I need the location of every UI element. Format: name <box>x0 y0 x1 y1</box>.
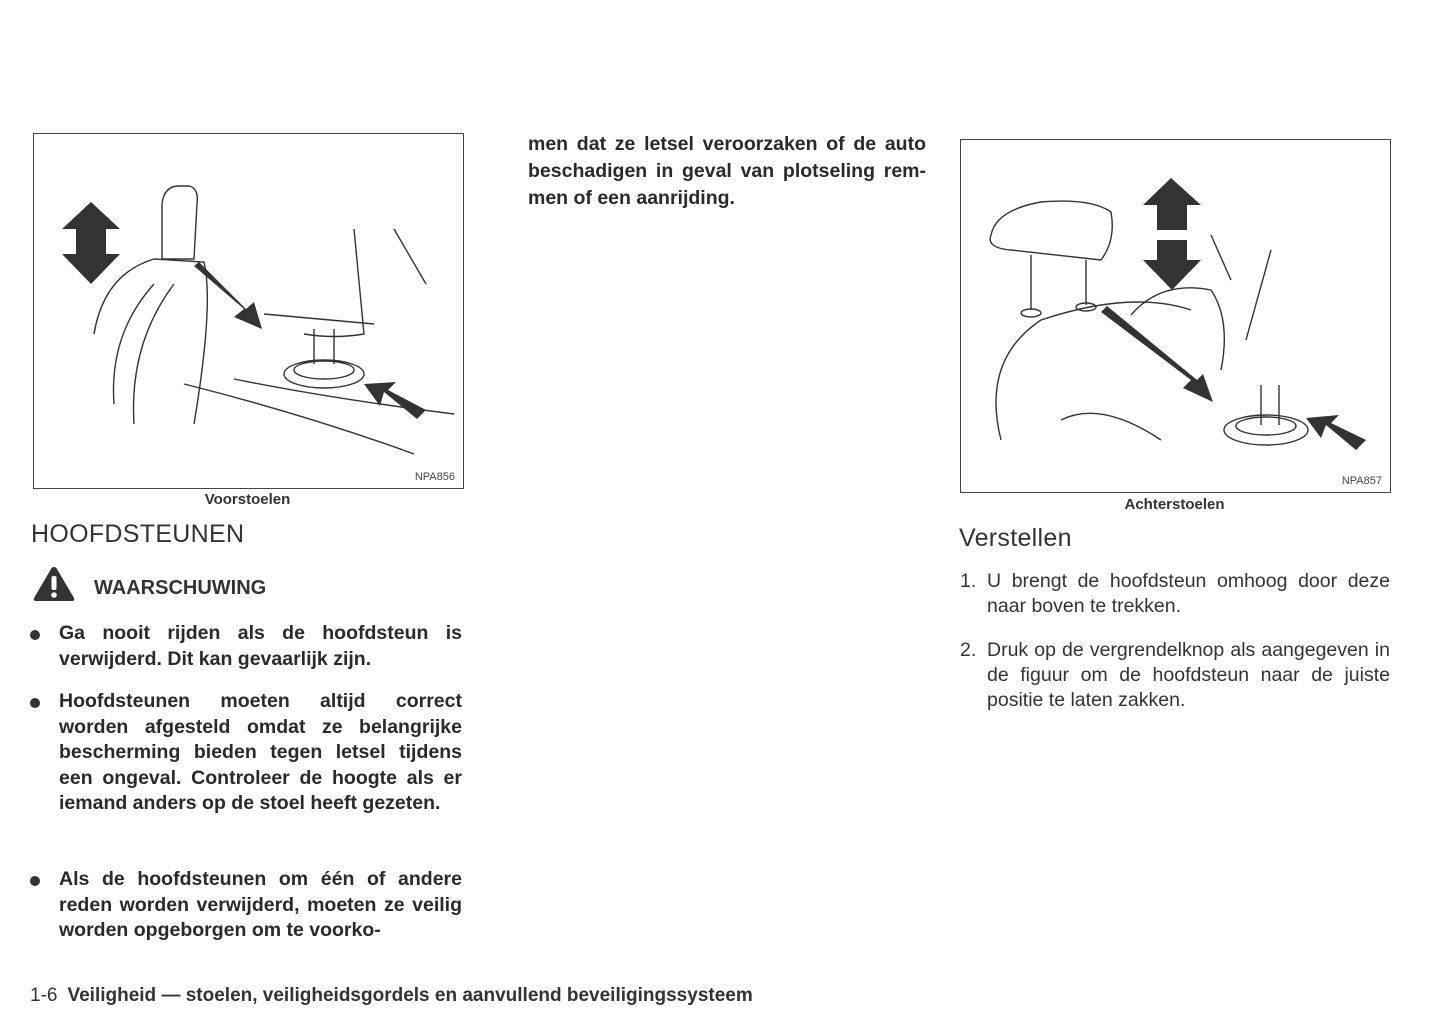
step-text: Druk op de vergrendelknop als aangegeven in de figuur om de hoofdsteun naar de juiste positie te laten zakken. <box>987 639 1390 711</box>
figure-rear-seat-headrest <box>960 139 1391 493</box>
figure-id: NPA857 <box>1341 475 1382 487</box>
warning-header <box>32 565 266 603</box>
step-item <box>960 569 1390 619</box>
page-number: 1-6 <box>30 985 58 1006</box>
step-number: 1. <box>960 570 977 592</box>
warning-bullet: Hoofdsteunen moeten altijd correct worden afgesteld omdat ze belangrijke bescherming bieden tegen letsel tijdens een ongeval. Controleer de hoogte als er iemand anders op de stoel heeft gezeten. <box>30 689 462 817</box>
warning-bullet-continuation: men dat ze letsel veroorzaken of de auto beschadigen in geval van plotseling remmen of een aanrijding. <box>528 133 926 209</box>
chapter-title: Veiligheid — stoelen, veiligheidsgordels en aanvullend beveiligingssysteem <box>67 985 753 1006</box>
bullet-icon <box>30 698 40 708</box>
warning-triangle-icon <box>32 565 76 603</box>
section-title: HOOFDSTEUNEN <box>31 520 245 548</box>
step-item <box>960 638 1390 713</box>
warning-bullet: Ga nooit rijden als de hoofdsteun is verwijderd. Dit kan gevaarlijk zijn. <box>30 621 462 672</box>
figure-caption: Voorstoelen <box>204 491 291 508</box>
bullet-icon <box>30 630 40 640</box>
step-text: U brengt de hoofdsteun omhoog door deze naar boven te trekken. <box>987 570 1390 617</box>
subsection-title: Verstellen <box>959 524 1072 552</box>
bullet-icon <box>30 876 40 886</box>
page-footer <box>30 985 753 1007</box>
figure-front-seat-headrest <box>33 133 464 489</box>
step-number: 2. <box>960 639 977 661</box>
warning-bullet: Als de hoofdsteunen om één of andere reden worden verwijderd, moeten ze veilig worden opgeborgen om te voorko- <box>30 867 462 944</box>
rear-seat-illustration <box>961 140 1390 492</box>
figure-id: NPA856 <box>414 471 455 483</box>
figure-caption: Achterstoelen <box>1124 496 1225 513</box>
warning-label: WAARSCHUWING <box>94 576 267 599</box>
front-seat-illustration <box>34 134 463 488</box>
